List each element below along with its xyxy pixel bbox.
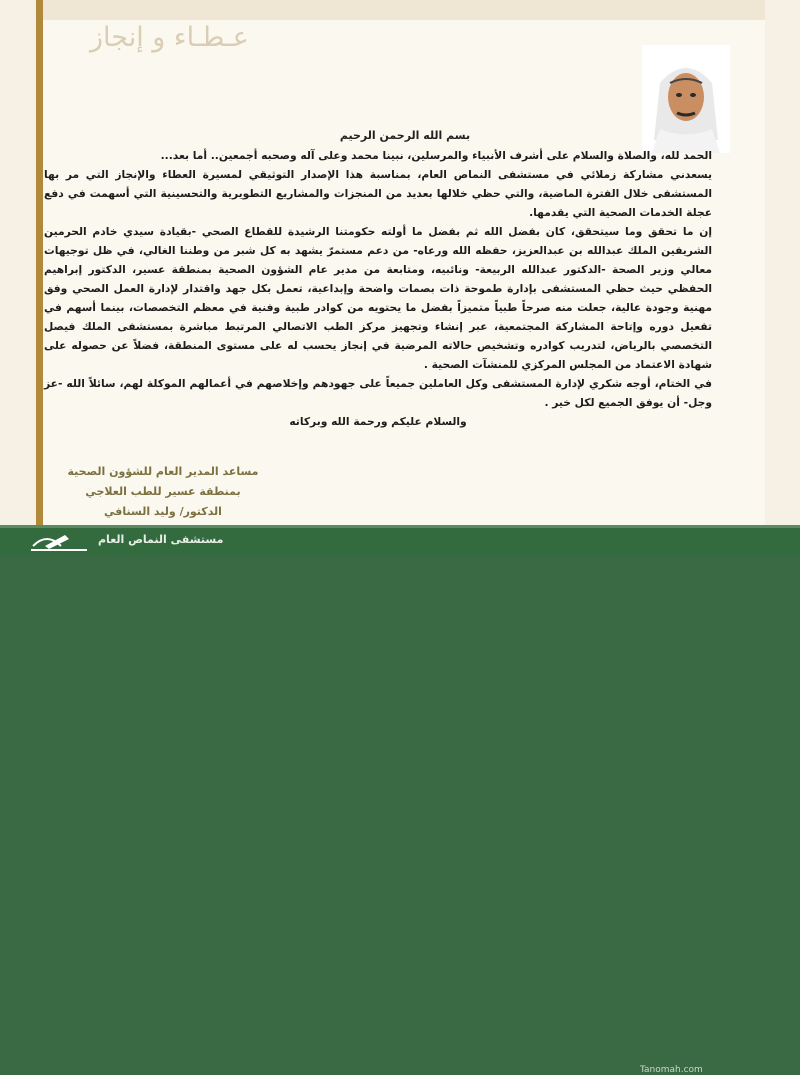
page (0, 0, 800, 525)
letter-body (44, 146, 712, 431)
footer-bar (0, 525, 800, 1075)
signature-line-3: الدكتور/ وليد السنافي (104, 505, 222, 518)
paragraph-salutation: والسلام عليكم ورحمة الله وبركاته (289, 415, 467, 428)
footer-hospital-name: مستشفى النماص العام (98, 533, 224, 546)
paragraph-closing: في الختام، أوجه شكري لإدارة المستشفى وكل العاملين جميعاً على جهودهم وإخلاصهم في أعمالهم الموكلة لهم، سائلاً الله -عز وجل- أن يوفق الجميع لكل خير . (44, 377, 712, 409)
ministry-logo-icon (25, 528, 95, 560)
source-watermark: Tanomah.com (640, 1065, 703, 1075)
left-gold-band (36, 0, 43, 525)
signature-block (32, 462, 294, 522)
top-band (36, 0, 765, 20)
paragraph-greeting: الحمد لله، والصلاة والسلام على أشرف الأنبياء والمرسلين، نبينا محمد وعلى آله وصحبه أجمعين.. أما بعد... (160, 149, 712, 162)
paragraph-achievements: إن ما تحقق وما سيتحقق، كان بفضل الله ثم بفضل ما أولته حكومتنا الرشيدة للقطاع الصحي -بقيادة سيدي خادم الحرمين الشريفين الملك عبدالله بن عبدالعزيز، حفظه الله ورعاه- من دعم مستمرّ يشهد به كل شبر من وطننا الغالي، في ظل توجيهات معالي وزير الصحة -الدكتور عبدالله الربيعة- ونائبيه، ومتابعة من مدير عام الشؤون الصحية بمنطقة عسير، الدكتور إبراهيم الحفظي حيث حظي المستشفى بإدارة طموحة ذات بصمات واضحة وإبداعية، تعمل بكل جهد واقتدار لإدارة العمل الصحي وفق مهنية وجودة عالية، جعلت منه صرحاً طبياً متميزاً بفضل ما يحتويه من كوادر طبية وفنية في معظم التخصصات، بينما أسهم في تفعيل دوره وإتاحة المشاركة المجتمعية، عبر إنشاء وتجهيز مركز الطب الاتصالي المرتبط مباشرة بمستشفى الملك فيصل التخصصي بالرياض، لتدريب كوادره وتشخيص حالاته المرضية في إنجاز يحسب له على مستوى المنطقة، فضلاً عن حصوله على شهادة الاعتماد من المجلس المركزي للمنشآت الصحية . (44, 225, 712, 371)
paragraph-intro: يسعدني مشاركة زملائي في مستشفى النماص العام، بمناسبة هذا الإصدار التوثيقي لمسيرة العطاء والإنجاز التي مر بها المستشفى خلال الفترة الماضية، والتي حظي خلالها بعديد من المنجزات والمشاريع التطويرية والتحسينية التي أسهمت في دفع عجلة الخدمات الصحية التي يقدمها. (44, 168, 712, 219)
opening-basmala: بسم الله الرحمن الرحيم (339, 129, 471, 142)
watermark-text: عـطـاء و إنجاز (90, 22, 249, 53)
signature-line-1: مساعد المدير العام للشؤون الصحية (67, 465, 259, 478)
signature-line-2: بمنطقة عسير للطب العلاجي (85, 485, 241, 498)
author-photo (642, 45, 730, 153)
